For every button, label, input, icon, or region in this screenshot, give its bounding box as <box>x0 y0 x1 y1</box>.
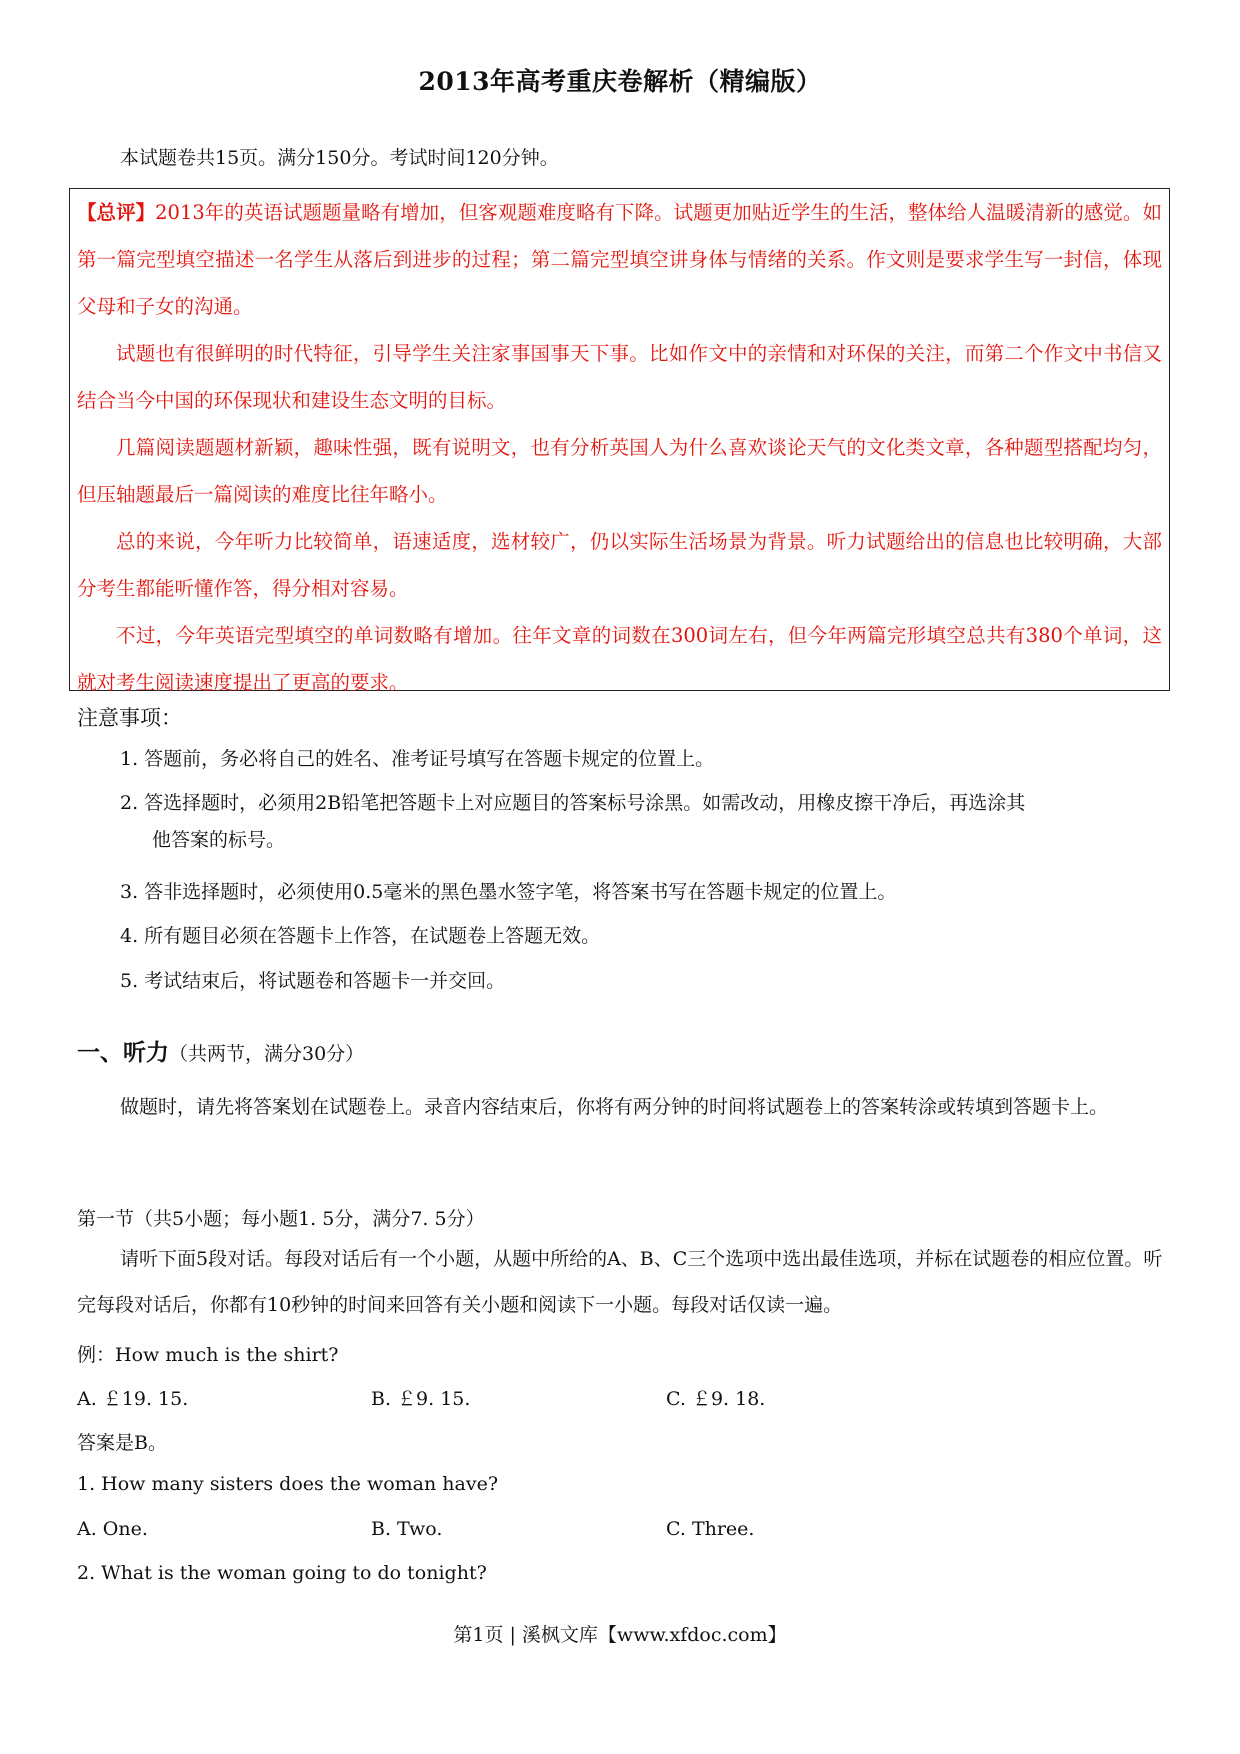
question-1-option-a: A. One. <box>77 1518 148 1540</box>
notice-title: 注意事项： <box>77 706 182 730</box>
review-paragraph-3: 几篇阅读题题材新颖，趣味性强，既有说明文，也有分析英国人为什么喜欢谈论天气的文化类文章，各种题型搭配均匀，但压轴题最后一篇阅读的难度比往年略小。 <box>77 436 1162 506</box>
notice-item-4: 4. 所有题目必须在答题卡上作答，在试题卷上答题无效。 <box>120 925 601 947</box>
part1-instructions: 请听下面5段对话。每段对话后有一个小题，从题中所给的A、B、C三个选项中选出最佳选项，并标在试题卷的相应位置。听完每段对话后，你都有10秒钟的时间来回答有关小题和阅读下一小题。每段对话仅读一遍。 <box>77 1248 1163 1316</box>
example-question: 例：How much is the shirt? <box>77 1344 339 1366</box>
page-title: 2013年高考重庆卷解析（精编版） <box>418 67 822 96</box>
review-label: 【总评】 <box>77 201 156 224</box>
part1-title: 第一节（共5小题；每小题1. 5分，满分7. 5分） <box>77 1208 485 1230</box>
review-paragraph-2: 试题也有很鲜明的时代特征，引导学生关注家事国事天下事。比如作文中的亲情和对环保的关注，而第二个作文中书信又结合当今中国的环保现状和建设生态文明的目标。 <box>77 342 1162 412</box>
review-text-1: 2013年的英语试题题量略有增加，但客观题难度略有下降。试题更加贴近学生的生活，整体给人温暖清新的感觉。如第一篇完型填空描述一名学生从落后到进步的过程；第二篇完型填空讲身体与情绪的关系。作文则是要求学生写一封信，体现父母和子女的沟通。 <box>77 201 1162 318</box>
section-instructions: 做题时，请先将答案划在试题卷上。录音内容结束后，你将有两分钟的时间将试题卷上的答案转涂或转填到答题卡上。 <box>120 1096 1109 1118</box>
review-paragraph-5: 不过，今年英语完型填空的单词数略有增加。往年文章的词数在300词左右，但今年两篇完形填空总共有380个单词，这就对考生阅读速度提出了更高的要求。 <box>77 624 1162 694</box>
review-paragraph-1 <box>77 189 1162 330</box>
example-option-a: A. ￡19. 15. <box>77 1388 189 1410</box>
notice-item-3: 3. 答非选择题时，必须使用0.5毫米的黑色墨水签字笔，将答案书写在答题卡规定的位置上。 <box>120 881 897 903</box>
section-heading <box>77 1034 364 1067</box>
question-1-option-b: B. Two. <box>371 1518 443 1540</box>
example-option-c: C. ￡9. 18. <box>666 1388 766 1410</box>
notice-item-2 <box>120 788 1170 852</box>
notice-item-1: 1. 答题前，务必将自己的姓名、准考证号填写在答题卡规定的位置上。 <box>120 748 715 770</box>
question-1: 1. How many sisters does the woman have? <box>77 1473 499 1495</box>
section-heading-sub: （共两节，满分30分） <box>169 1043 365 1065</box>
page-footer: 第1页 | 溪枫文库【www.xfdoc.com】 <box>453 1624 787 1646</box>
exam-intro: 本试题卷共15页。满分150分。考试时间120分钟。 <box>120 147 559 169</box>
section-heading-text: 一、听力 <box>77 1039 169 1066</box>
notice-item-2-text: 2. 答选择题时，必须用2B铅笔把答题卡上对应题目的答案标号涂黑。如需改动，用橡皮擦干净后，再选涂其 <box>120 792 1026 814</box>
example-answer: 答案是B。 <box>77 1432 167 1454</box>
notice-item-2-continued: 他答案的标号。 <box>152 829 286 851</box>
review-paragraph-4: 总的来说，今年听力比较简单，语速适度，选材较广，仍以实际生活场景为背景。听力试题给出的信息也比较明确，大部分考生都能听懂作答，得分相对容易。 <box>77 530 1162 600</box>
example-option-b: B. ￡9. 15. <box>371 1388 471 1410</box>
question-1-option-c: C. Three. <box>666 1518 755 1540</box>
question-2: 2. What is the woman going to do tonight? <box>77 1562 487 1584</box>
notice-item-5: 5. 考试结束后，将试题卷和答题卡一并交回。 <box>120 970 506 992</box>
review-box <box>69 188 1170 694</box>
